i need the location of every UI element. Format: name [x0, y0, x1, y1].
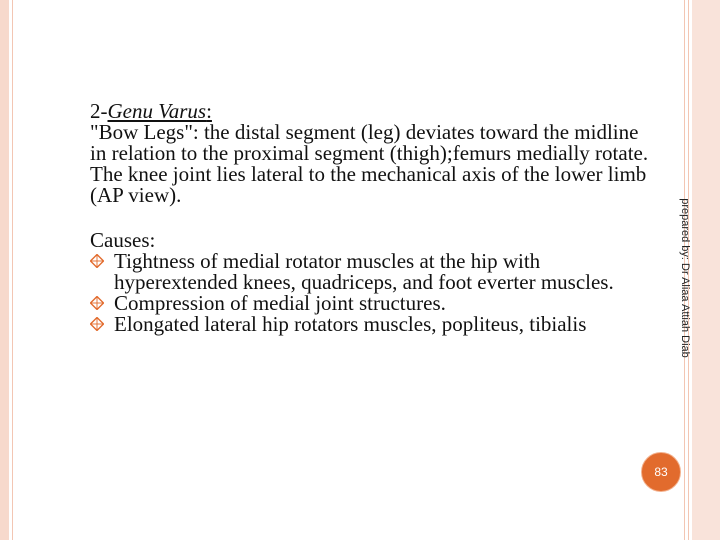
left-border-band [0, 0, 9, 540]
credit-text: prepared by: Dr Aliaa Attiah Diab [679, 198, 691, 358]
vertical-credit [678, 188, 692, 368]
list-item-text: Tightness of medial rotator muscles at the hip with hyperextended knees, quadriceps, and foot everter muscles. [114, 249, 614, 294]
diamond-bullet-icon [90, 254, 104, 268]
slide-heading [90, 101, 650, 122]
slide-body [90, 101, 650, 335]
list-item-text: Elongated lateral hip rotators muscles, popliteus, tibialis [114, 312, 587, 336]
list-item [90, 251, 650, 293]
right-border-band [692, 0, 720, 540]
diamond-bullet-icon [90, 296, 104, 310]
definition-text: "Bow Legs": the distal segment (leg) deviates toward the midline in relation to the proximal segment (thigh);femurs medially rotate. The knee joint lies lateral to the mechanical axis of the lower limb (AP view). [90, 120, 649, 207]
page-number: 83 [654, 465, 668, 479]
page-number-badge [641, 452, 681, 492]
list-item [90, 314, 650, 335]
list-item-text: Compression of medial joint structures. [114, 291, 446, 315]
list-item [90, 293, 650, 314]
diamond-bullet-icon [90, 317, 104, 331]
left-border-line [12, 0, 13, 540]
causes-label: Causes: [90, 228, 156, 252]
heading-title: Genu Varus [107, 99, 207, 123]
heading-colon: : [206, 99, 212, 123]
heading-number: 2- [90, 99, 108, 123]
causes-section [90, 230, 650, 335]
causes-list [90, 251, 650, 335]
